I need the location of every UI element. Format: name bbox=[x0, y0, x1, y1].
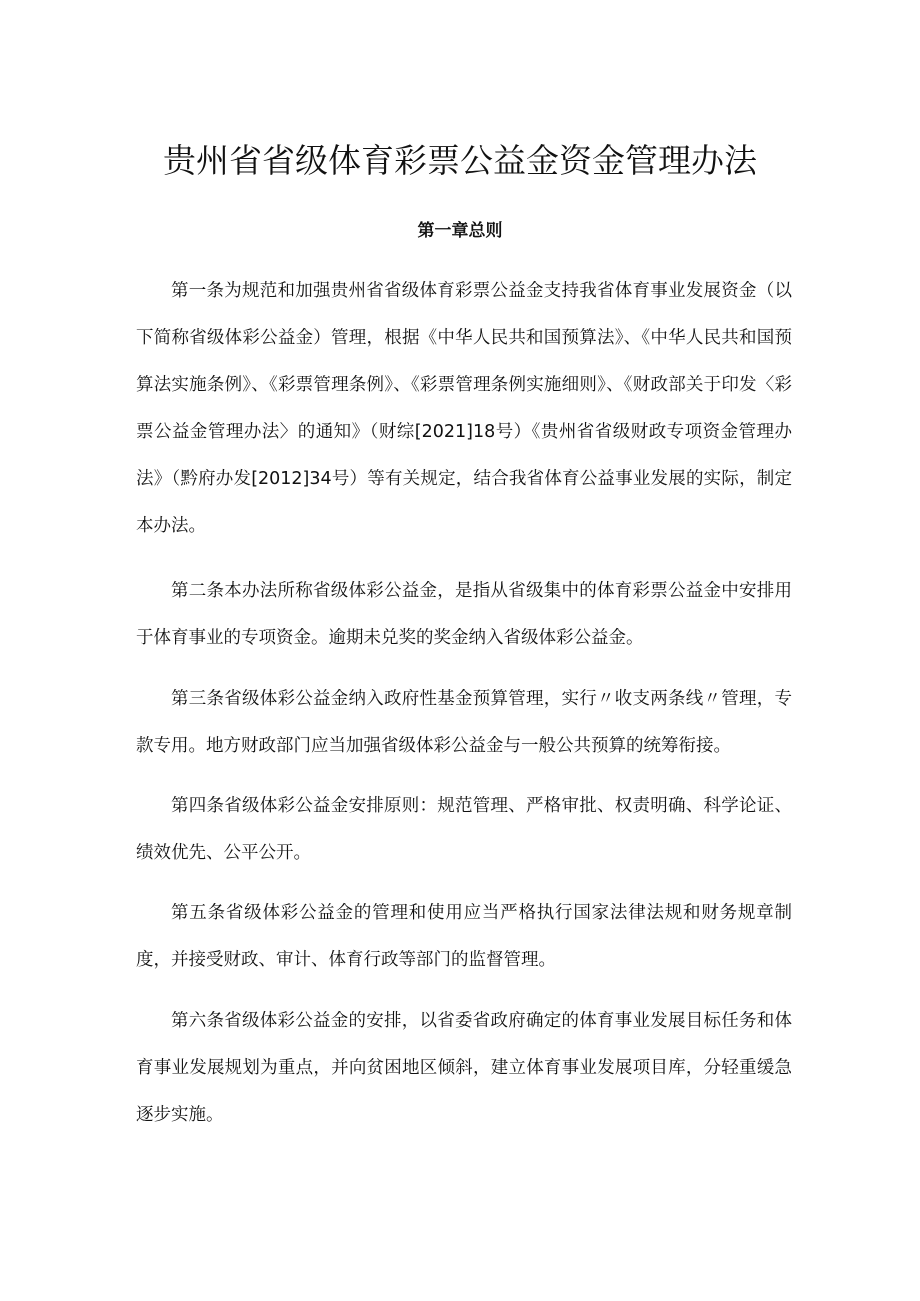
article-3 bbox=[136, 676, 792, 770]
document-title: 贵州省省级体育彩票公益金资金管理办法 bbox=[163, 141, 757, 180]
chapter-heading: 第一章总则 bbox=[417, 221, 503, 241]
article-4-text: 第四条省级体彩公益金安排原则：规范管理、严格审批、权责明确、科学论证、绩效优先、公平公开。 bbox=[136, 796, 792, 863]
article-3-text: 第三条省级体彩公益金纳入政府性基金预算管理，实行〃收支两条线〃管理，专款专用。地方财政部门应当加强省级体彩公益金与一般公共预算的统筹衔接。 bbox=[136, 689, 792, 756]
article-6-text: 第六条省级体彩公益金的安排，以省委省政府确定的体育事业发展目标任务和体育事业发展规划为重点，并向贫困地区倾斜，建立体育事业发展项目库，分轻重缓急逐步实施。 bbox=[136, 1011, 792, 1125]
article-2-text: 第二条本办法所称省级体彩公益金，是指从省级集中的体育彩票公益金中安排用于体育事业的专项资金。逾期未兑奖的奖金纳入省级体彩公益金。 bbox=[136, 581, 792, 648]
article-5 bbox=[136, 890, 792, 984]
article-2 bbox=[136, 568, 792, 662]
article-4 bbox=[136, 783, 792, 877]
article-1 bbox=[136, 268, 792, 550]
article-6 bbox=[136, 998, 792, 1139]
article-5-text: 第五条省级体彩公益金的管理和使用应当严格执行国家法律法规和财务规章制度，并接受财政、审计、体育行政等部门的监督管理。 bbox=[136, 903, 792, 970]
article-1-text: 第一条为规范和加强贵州省省级体育彩票公益金支持我省体育事业发展资金（以下简称省级体彩公益金）管理，根据《中华人民共和国预算法》、《中华人民共和国预算法实施条例》、《彩票管理条例》、《彩票管理条例实施细则》、《财政部关于印发〈彩票公益金管理办法〉的通知》（财综[2021]18号）《贵州省省级财政专项资金管理办法》（黔府办发[2012]34号）等有关规定，结合我省体育公益事业发展的实际，制定本办法。 bbox=[136, 281, 792, 536]
